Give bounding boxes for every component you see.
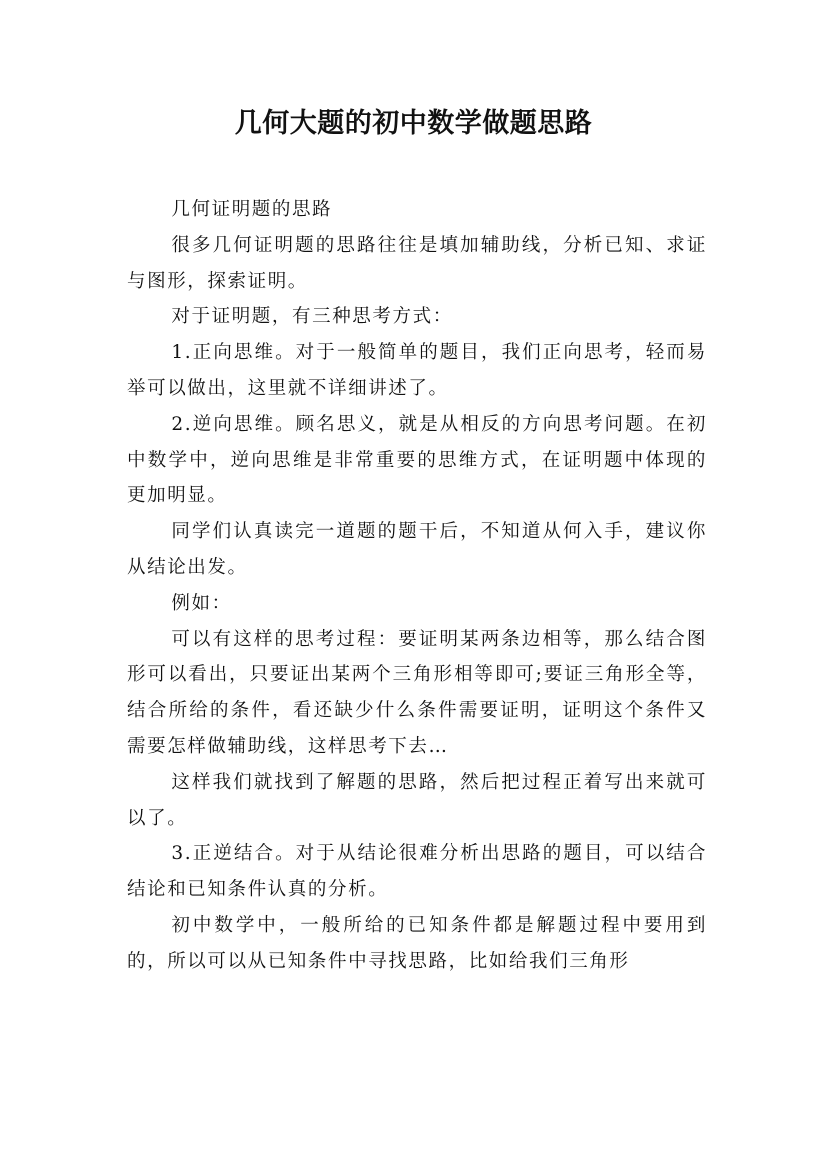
- document-title: 几何大题的初中数学做题思路: [234, 108, 593, 139]
- section-heading: 几何证明题的思路: [171, 199, 333, 220]
- paragraph: 2.逆向思维。顾名思义，就是从相反的方向思考问题。在初中数学中，逆向思维是非常重要的思维方式，在证明题中体现的更加明显。: [127, 413, 707, 507]
- document-body: [127, 192, 707, 980]
- paragraph: 对于证明题，有三种思考方式：: [171, 306, 453, 328]
- paragraph: 1.正向思维。对于一般简单的题目，我们正向思考，轻而易举可以做出，这里就不详细讲述了。: [127, 342, 707, 399]
- paragraph: 可以有这样的思考过程：要证明某两条边相等，那么结合图形可以看出，只要证出某两个三角形相等即可;要证三角形全等，结合所给的条件，看还缺少什么条件需要证明，证明这个条件又需要怎样做辅助线，这样思考下去…: [127, 628, 707, 757]
- paragraph: 这样我们就找到了解题的思路，然后把过程正着写出来就可以了。: [127, 771, 707, 829]
- paragraph: 很多几何证明题的思路往往是填加辅助线，分析已知、求证与图形，探索证明。: [127, 234, 707, 292]
- paragraph: 例如：: [171, 592, 232, 614]
- paragraph: 同学们认真读完一道题的题干后，不知道从何入手，建议你从结论出发。: [127, 521, 707, 578]
- paragraph: 初中数学中，一般所给的已知条件都是解题过程中要用到的，所以可以从已知条件中寻找思路，比如给我们三角形: [127, 914, 707, 972]
- paragraph: 3.正逆结合。对于从结论很难分析出思路的题目，可以结合结论和已知条件认真的分析。: [127, 843, 707, 901]
